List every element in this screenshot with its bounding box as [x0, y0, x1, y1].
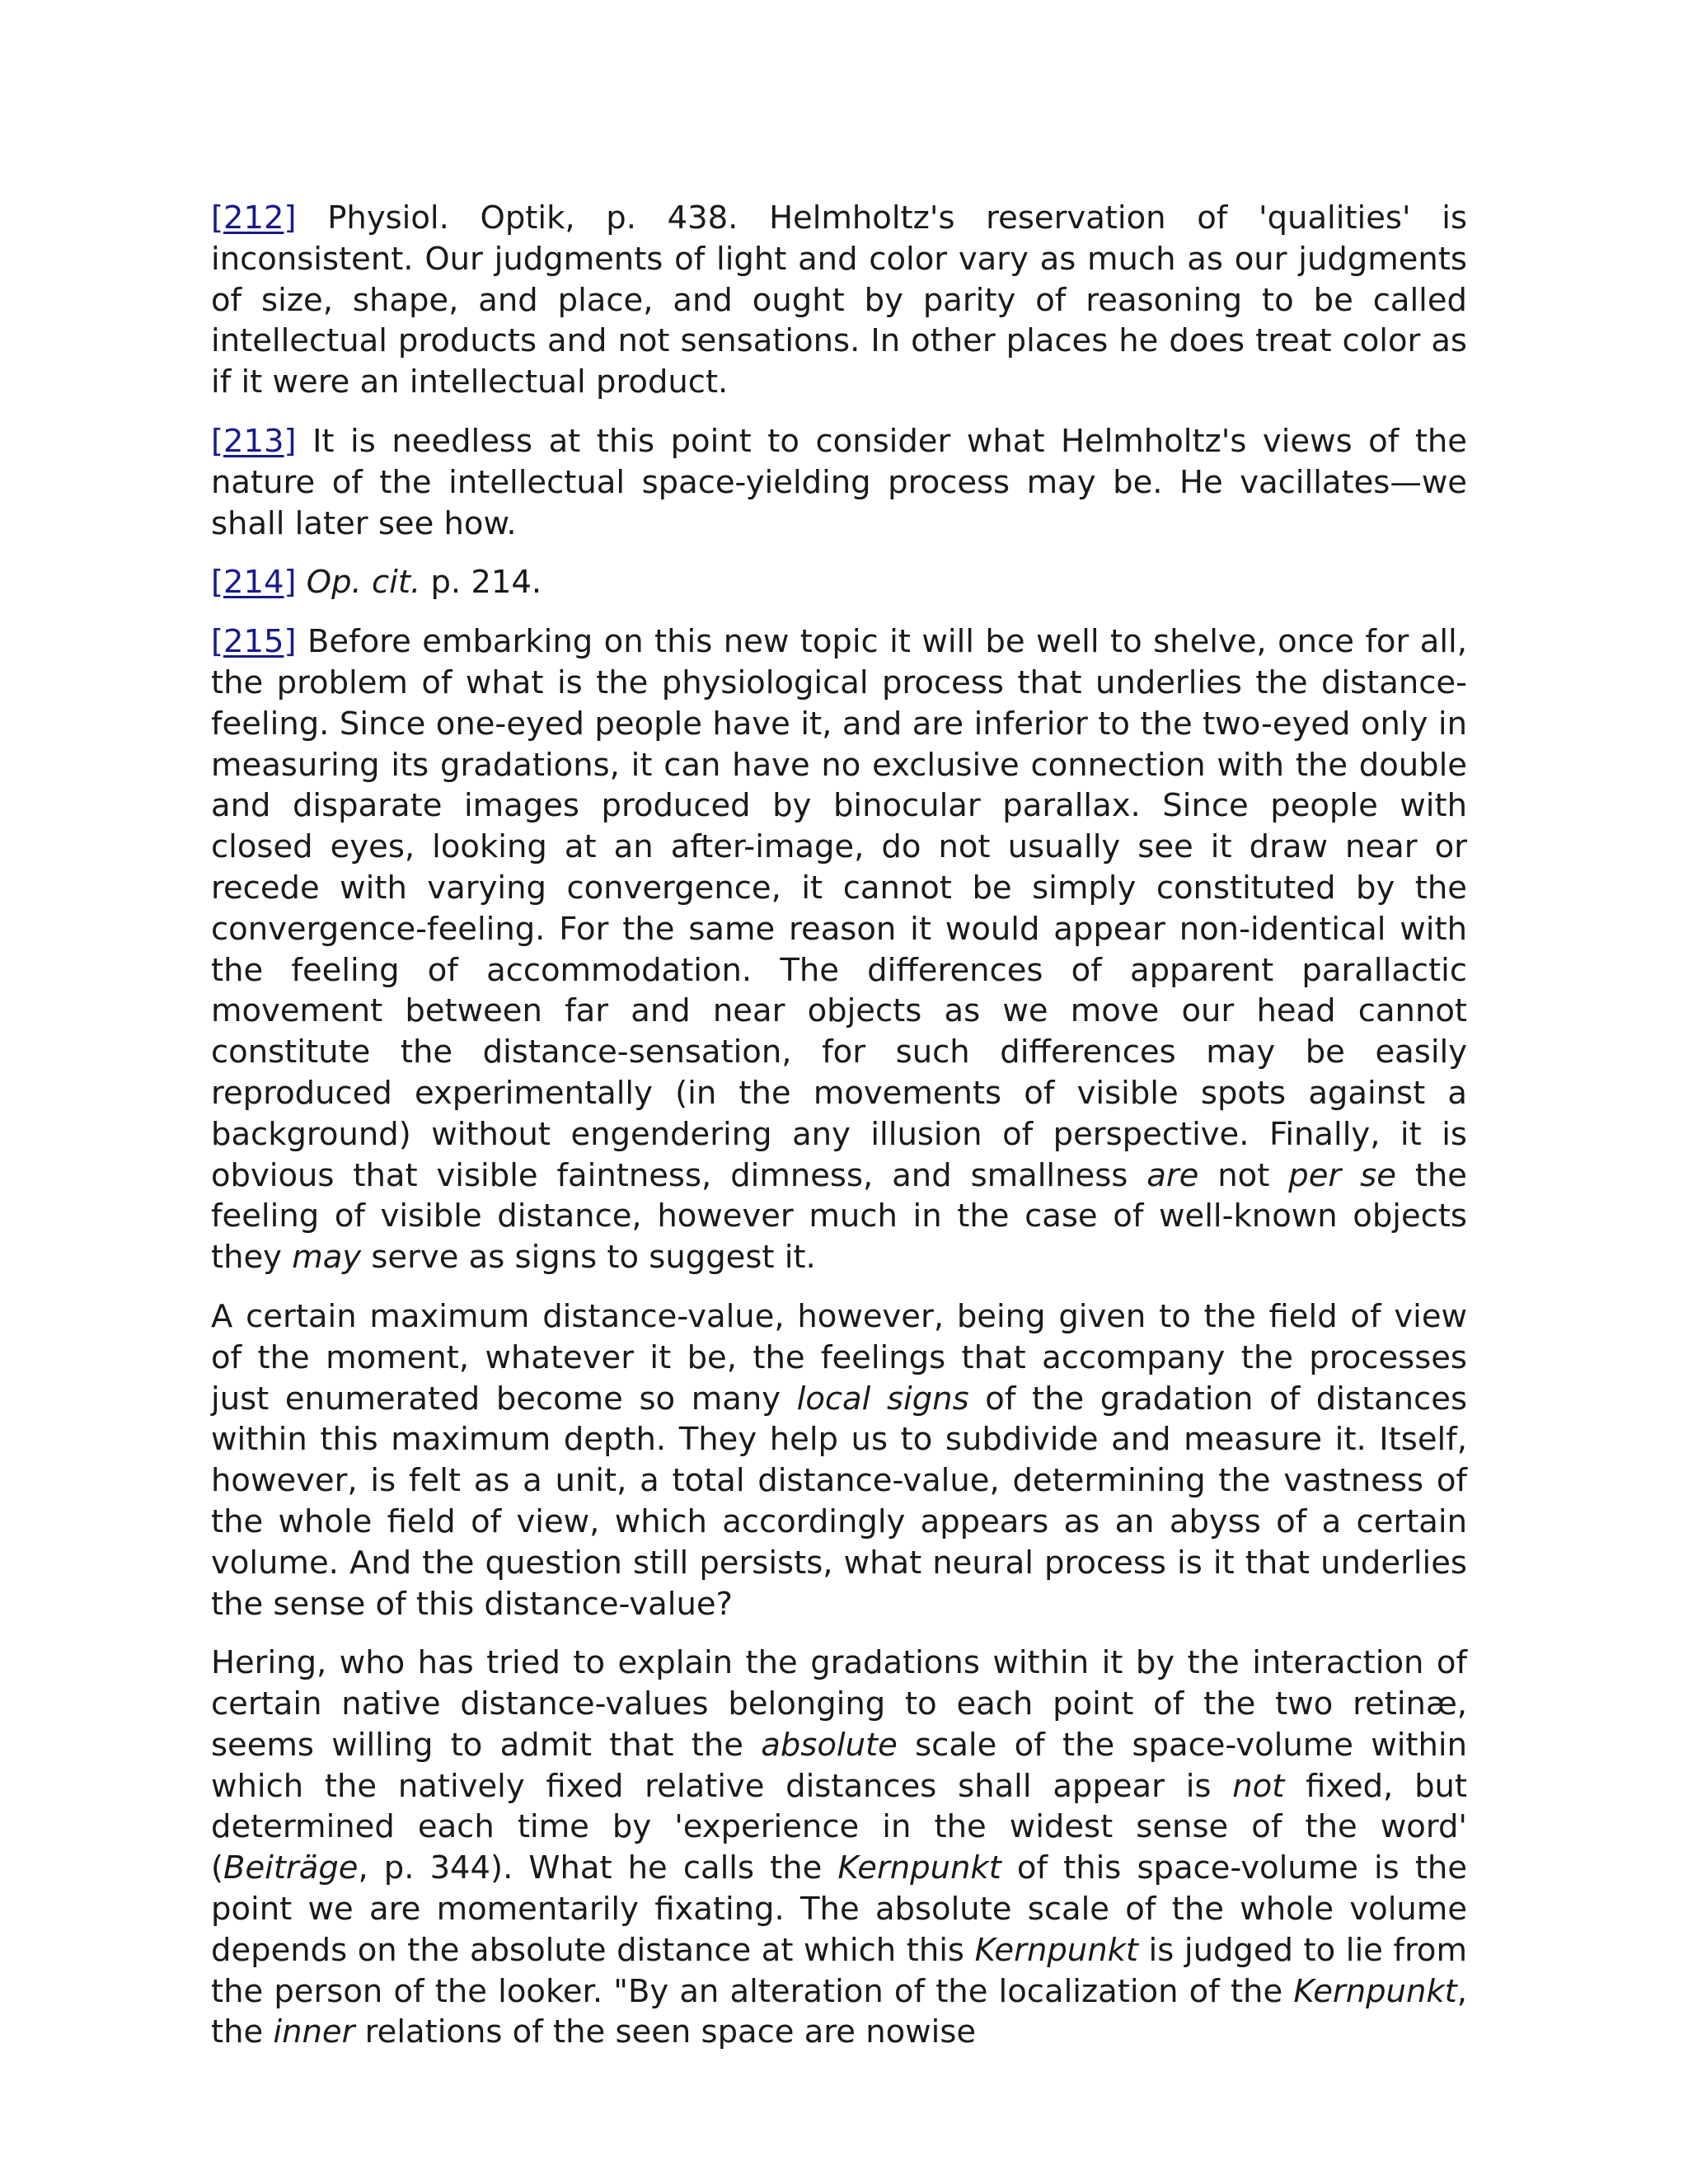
- paragraph-text: is judged to lie from the person of the looker. "By an alteration of the localization of the: [211, 1931, 1467, 2010]
- footnote-text: It is needless at this point to consider what Helmholtz's views of the nature of the intellectual space-yielding process may be. He vacillates—we shall later see how.: [211, 422, 1467, 542]
- italic-text: Op. cit.: [306, 564, 421, 602]
- footnote-ref-214[interactable]: [214]: [211, 564, 297, 602]
- italic-text: Kernpunkt: [1293, 1972, 1457, 2010]
- paragraph-text: fixed, but determined each time by 'experience in the widest sense of the word' (: [211, 1767, 1467, 1887]
- footnote-ref-213[interactable]: [213]: [211, 422, 297, 460]
- italic-text: absolute: [761, 1726, 898, 1764]
- footnote-text: the feeling of visible distance, however much in the case of well-known objects they: [211, 1156, 1467, 1277]
- footnote-text: serve as signs to suggest it.: [361, 1239, 816, 1277]
- footnote-214: [211, 562, 1467, 603]
- footnote-text: [297, 564, 307, 601]
- footnote-text: p. 214.: [420, 564, 542, 602]
- italic-text: not: [1232, 1767, 1285, 1805]
- paragraph-text: Hering, who has tried to explain the gradations within it by the interaction of certain native distance-values belonging to each point of the two retinæ, seems willing to admit that the: [211, 1644, 1467, 1764]
- footnote-text: Physiol. Optik, p. 438. Helmholtz's reservation of 'qualities' is inconsistent. Our judgments of light and color vary as much as our judgments of size, shape, and place, and ought by parity of reasoning to be called intellectual products and not sensations. In other places he does treat color as if it were an intellectual product.: [211, 199, 1467, 401]
- footnote-ref-212[interactable]: [212]: [211, 199, 297, 237]
- italic-text: may: [292, 1239, 362, 1277]
- italic-text: are: [1146, 1156, 1199, 1194]
- italic-text: Beiträge: [223, 1849, 359, 1887]
- italic-text: Kernpunkt: [837, 1849, 1001, 1887]
- paragraph-text: A certain maximum distance-value, however, being given to the field of view of the moment, whatever it be, the feelings that accompany the processes just enumerated become so many: [211, 1297, 1467, 1418]
- italic-text: Kernpunkt: [974, 1931, 1138, 1969]
- footnote-212: [211, 198, 1467, 403]
- footnote-215: [211, 621, 1467, 1278]
- paragraph-text: , p. 344). What he calls the: [358, 1849, 838, 1887]
- body-paragraph-1: [211, 1296, 1467, 1624]
- paragraph-text: , the: [211, 1972, 1467, 2051]
- italic-text: local signs: [796, 1380, 969, 1418]
- document-page: [211, 198, 1467, 2071]
- paragraph-text: scale of the space-volume within which the natively fixed relative distances shall appear is: [211, 1726, 1467, 1805]
- paragraph-text: relations of the seen space are nowise: [354, 2013, 977, 2051]
- footnote-ref-215[interactable]: [215]: [211, 623, 297, 661]
- italic-text: inner: [273, 2013, 355, 2051]
- footnote-text: not: [1198, 1156, 1289, 1194]
- paragraph-text: of this space-volume is the point we are momentarily fixating. The absolute scale of the whole volume depends on the absolute distance at which this: [211, 1849, 1468, 1969]
- footnote-text: Before embarking on this new topic it will be well to shelve, once for all, the problem of what is the physiological process that underlies the distance-feeling. Since one-eyed people have it, and are inferior to the two-eyed only in measuring its gradations, it can have no exclusive connection with the double and disparate images produced by binocular parallax. Since people with closed eyes, looking at an after-image, do not usually see it draw near or recede with varying convergence, it cannot be simply constituted by the convergence-feeling. For the same reason it would appear non-identical with the feeling of accommodation. The differences of apparent parallactic movement between far and near objects as we move our head cannot constitute the distance-sensation, for such differences may be easily reproduced experimentally (in the movements of visible spots against a background) without engendering any illusion of perspective. Finally, it is obvious that visible faintness, dimness, and smallness: [211, 623, 1467, 1194]
- italic-text: per se: [1288, 1156, 1396, 1194]
- body-paragraph-2: [211, 1643, 1467, 2053]
- footnote-213: [211, 421, 1467, 544]
- paragraph-text: of the gradation of distances within this maximum depth. They help us to subdivide and measure it. Itself, however, is felt as a unit, a total distance-value, determining the vastness of the whole field of view, which accordingly appears as an abyss of a certain volume. And the question still persists, what neural process is it that underlies the sense of this distance-value?: [211, 1380, 1467, 1623]
